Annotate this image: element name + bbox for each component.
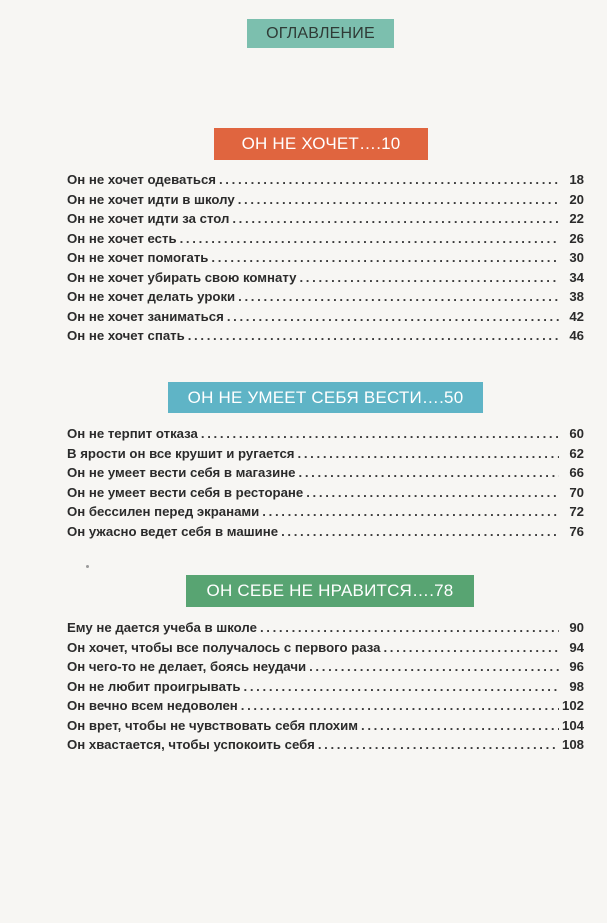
toc-entry-page-number: 34: [569, 269, 584, 285]
toc-entry: [67, 270, 584, 290]
dot-leader: [383, 640, 559, 655]
toc-entry: [67, 524, 584, 544]
dot-leader: [244, 679, 559, 694]
dot-leader: [298, 446, 559, 461]
dot-leader: [260, 620, 559, 635]
toc-entry-title: Он не хочет спать: [67, 328, 185, 343]
toc-entry: [67, 737, 584, 757]
toc-entry: [67, 289, 584, 309]
toc-entry-title: Он не любит проигрывать: [67, 678, 241, 694]
toc-entry: [67, 192, 584, 212]
toc-entry-page-number: 66: [569, 465, 584, 480]
toc-entry-title: Он не терпит отказа: [67, 426, 198, 441]
toc-entry: [67, 718, 584, 738]
toc-entry-title: Он бессилен перед экранами: [67, 504, 260, 519]
section-1-list: [67, 172, 584, 348]
toc-entry: [67, 231, 584, 251]
toc-entry: [67, 211, 584, 231]
section-3-list: [67, 620, 584, 757]
toc-entry-page-number: 42: [569, 308, 584, 324]
toc-entry-title: Он не хочет помогать: [67, 250, 209, 265]
toc-entry: [67, 640, 584, 660]
toc-entry-title: Он не умеет вести себя в ресторане: [67, 484, 304, 500]
toc-entry-page-number: 72: [569, 504, 584, 519]
toc-entry: [67, 328, 584, 348]
toc-entry: [67, 679, 584, 699]
toc-entry-page-number: 18: [569, 172, 584, 187]
toc-entry-page-number: 38: [569, 289, 584, 304]
toc-entry-page-number: 62: [569, 445, 584, 461]
toc-entry-page-number: 46: [569, 328, 584, 343]
dot-leader: [238, 192, 559, 207]
toc-entry: [67, 309, 584, 329]
section-heading-3: ОН СЕБЕ НЕ НРАВИТСЯ….78: [186, 575, 474, 607]
toc-entry-page-number: 90: [569, 620, 584, 635]
toc-entry: [67, 172, 584, 192]
dot-leader: [211, 250, 559, 265]
toc-entry-title: Он врет, чтобы не чувствовать себя плохим: [67, 717, 358, 733]
toc-entry: [67, 426, 584, 446]
section-heading-2: ОН НЕ УМЕЕТ СЕБЯ ВЕСТИ….50: [168, 382, 483, 413]
dot-leader: [361, 718, 559, 733]
toc-entry-title: Он не хочет есть: [67, 230, 177, 246]
dot-leader: [306, 485, 559, 500]
toc-entry-title: Он не хочет убирать свою комнату: [67, 269, 297, 285]
dot-leader: [232, 211, 559, 226]
toc-entry-page-number: 30: [569, 250, 584, 265]
toc-entry-page-number: 108: [561, 737, 584, 752]
dot-leader: [281, 524, 559, 539]
page-title: ОГЛАВЛЕНИЕ: [247, 19, 394, 48]
dot-leader: [299, 270, 559, 285]
dot-leader: [309, 659, 559, 674]
toc-entry-page-number: 96: [569, 659, 584, 674]
dot-leader: [241, 698, 559, 713]
dot-leader: [318, 737, 559, 752]
toc-entry: [67, 250, 584, 270]
toc-entry-title: Он не хочет одеваться: [67, 172, 216, 187]
toc-entry-page-number: 94: [569, 639, 584, 655]
toc-entry-page-number: 104: [561, 717, 584, 733]
toc-entry-title: Он не хочет идти в школу: [67, 191, 235, 207]
toc-entry: [67, 659, 584, 679]
dot-leader: [188, 328, 559, 343]
section-2-list: [67, 426, 584, 543]
toc-entry-page-number: 22: [569, 211, 584, 226]
dot-leader: [299, 465, 559, 480]
toc-entry: [67, 698, 584, 718]
toc-entry-title: Ему не дается учеба в школе: [67, 620, 257, 635]
toc-entry-title: Он хвастается, чтобы успокоить себя: [67, 737, 315, 752]
dot-leader: [262, 504, 559, 519]
toc-entry-page-number: 98: [569, 678, 584, 694]
toc-entry-title: Он чего-то не делает, боясь неудачи: [67, 659, 307, 674]
section-heading-1: ОН НЕ ХОЧЕТ….10: [214, 128, 428, 160]
toc-entry-title: Он не умеет вести себя в магазине: [67, 465, 296, 480]
toc-entry-page-number: 60: [569, 426, 584, 441]
toc-entry: [67, 620, 584, 640]
toc-entry-title: Он не хочет идти за стол: [67, 211, 230, 226]
toc-entry-page-number: 20: [569, 191, 584, 207]
dot-leader: [201, 426, 559, 441]
toc-entry: [67, 485, 584, 505]
dot-leader: [180, 231, 559, 246]
toc-entry: [67, 446, 584, 466]
toc-entry: [67, 504, 584, 524]
toc-entry-page-number: 70: [569, 484, 584, 500]
toc-entry-title: Он хочет, чтобы все получалось с первого раза: [67, 639, 381, 655]
dot-leader: [238, 289, 559, 304]
toc-entry-page-number: 26: [569, 230, 584, 246]
toc-entry-page-number: 102: [561, 698, 584, 713]
toc-entry-title: Он не хочет заниматься: [67, 308, 224, 324]
toc-entry-title: Он ужасно ведет себя в машине: [67, 523, 279, 539]
stray-dot-mark: [86, 565, 89, 568]
dot-leader: [219, 172, 559, 187]
toc-entry-page-number: 76: [569, 523, 584, 539]
dot-leader: [227, 309, 559, 324]
toc-entry-title: Он вечно всем недоволен: [67, 698, 238, 713]
toc-entry-title: В ярости он все крушит и ругается: [67, 445, 295, 461]
toc-entry: [67, 465, 584, 485]
toc-entry-title: Он не хочет делать уроки: [67, 289, 236, 304]
